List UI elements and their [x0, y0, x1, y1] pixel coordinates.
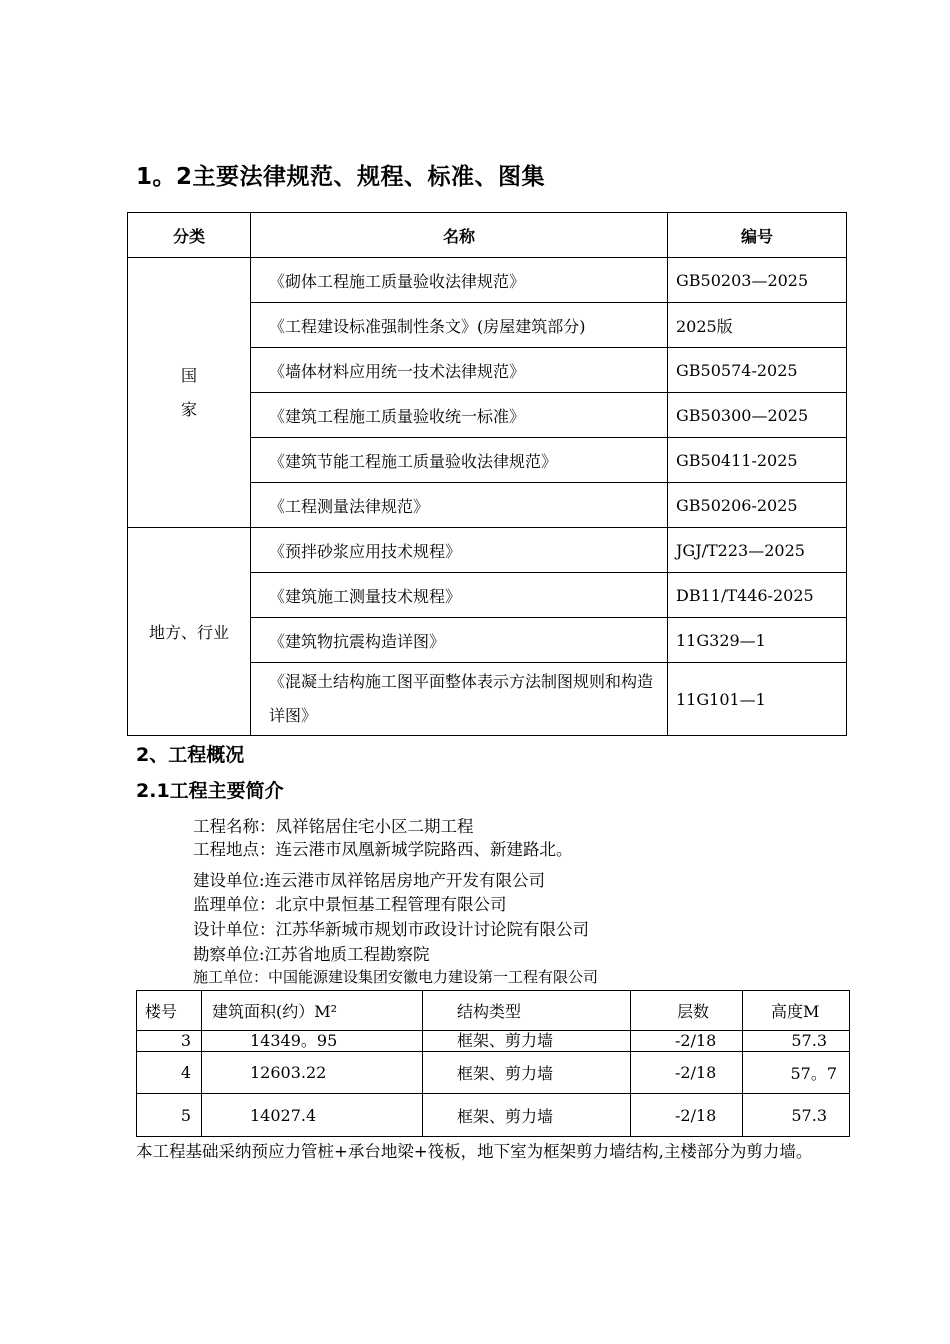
- column-header-structure: 结构类型: [423, 991, 631, 1031]
- category-national: [128, 258, 251, 528]
- regulation-name: 《建筑节能工程施工质量验收法律规范》: [251, 438, 668, 483]
- regulation-name: 《砌体工程施工质量验收法律规范》: [251, 258, 668, 303]
- regulation-code: GB50206-2025: [668, 483, 847, 528]
- building-no: 3: [137, 1031, 202, 1052]
- table-row: [128, 528, 847, 573]
- column-header-area: 建筑面积(约）M²: [202, 991, 423, 1031]
- regulation-code: DB11/T446-2025: [668, 573, 847, 618]
- regulation-name: 《建筑物抗震构造详图》: [251, 618, 668, 663]
- section-heading-2: 2、工程概况: [136, 744, 245, 766]
- building-area: 14027.4: [202, 1094, 423, 1137]
- regulation-code: GB50203—2025: [668, 258, 847, 303]
- table-row: [137, 1052, 850, 1094]
- regulation-code: 11G101—1: [668, 663, 847, 736]
- regulation-code: GB50300—2025: [668, 393, 847, 438]
- client-line: 建设单位:连云港市凤祥铭居房地产开发有限公司: [193, 871, 546, 890]
- section-heading-1-2: 1。2主要法律规范、规程、标准、图集: [136, 164, 546, 190]
- column-header-name: 名称: [251, 213, 668, 258]
- category-local-industry: 地方、行业: [128, 528, 251, 736]
- column-header-building-no: 楼号: [137, 991, 202, 1031]
- building-no: 4: [137, 1052, 202, 1094]
- regulation-code: GB50574-2025: [668, 348, 847, 393]
- regulation-code: 2025版: [668, 303, 847, 348]
- section-heading-2-1: 2.1工程主要简介: [136, 780, 284, 802]
- building-height: 57。7: [743, 1052, 850, 1094]
- contractor-line: 施工单位：中国能源建设集团安徽电力建设第一工程有限公司: [193, 968, 599, 986]
- table-row: [137, 1094, 850, 1137]
- project-name-line: 工程名称：凤祥铭居住宅小区二期工程: [193, 817, 474, 836]
- category-char: 国: [180, 365, 197, 385]
- table-row: [137, 1031, 850, 1052]
- table-header-row: [137, 991, 850, 1031]
- building-height: 57.3: [743, 1094, 850, 1137]
- building-floors: -2/18: [631, 1031, 743, 1052]
- building-height: 57.3: [743, 1031, 850, 1052]
- regulation-name: 《工程建设标准强制性条文》(房屋建筑部分): [251, 303, 668, 348]
- surveyor-line: 勘察单位:江苏省地质工程勘察院: [193, 945, 430, 964]
- designer-line: 设计单位：江苏华新城市规划市政设计讨论院有限公司: [193, 920, 589, 939]
- regulation-code: 11G329—1: [668, 618, 847, 663]
- building-table: [136, 990, 850, 1137]
- building-structure: 框架、剪力墙: [423, 1031, 631, 1052]
- building-area: 14349。95: [202, 1031, 423, 1052]
- building-no: 5: [137, 1094, 202, 1137]
- column-header-code: 编号: [668, 213, 847, 258]
- column-header-height: 高度M: [743, 991, 850, 1031]
- column-header-floors: 层数: [631, 991, 743, 1031]
- building-floors: -2/18: [631, 1094, 743, 1137]
- regulation-code: JGJ/T223—2025: [668, 528, 847, 573]
- regulation-name: 《建筑工程施工质量验收统一标准》: [251, 393, 668, 438]
- building-structure: 框架、剪力墙: [423, 1094, 631, 1137]
- building-structure: 框架、剪力墙: [423, 1052, 631, 1094]
- building-area: 12603.22: [202, 1052, 423, 1094]
- regulation-name: 《工程测量法律规范》: [251, 483, 668, 528]
- supervisor-line: 监理单位：北京中景恒基工程管理有限公司: [193, 895, 507, 914]
- regulation-code: GB50411-2025: [668, 438, 847, 483]
- regulations-table: [127, 212, 847, 736]
- regulation-name: 《墙体材料应用统一技术法律规范》: [251, 348, 668, 393]
- project-location-line: 工程地点：连云港市凤凰新城学院路西、新建路北。: [193, 840, 573, 859]
- regulation-name: 《混凝土结构施工图平面整体表示方法制图规则和构造详图》: [251, 663, 668, 736]
- building-floors: -2/18: [631, 1052, 743, 1094]
- table-row: [128, 258, 847, 303]
- column-header-category: 分类: [128, 213, 251, 258]
- regulation-name: 《预拌砂浆应用技术规程》: [251, 528, 668, 573]
- foundation-note: 本工程基础采纳预应力管桩+承台地梁+筏板，地下室为框架剪力墙结构,主楼部分为剪力墙。: [136, 1142, 813, 1161]
- regulation-name: 《建筑施工测量技术规程》: [251, 573, 668, 618]
- table-header-row: [128, 213, 847, 258]
- category-char: 家: [180, 399, 197, 419]
